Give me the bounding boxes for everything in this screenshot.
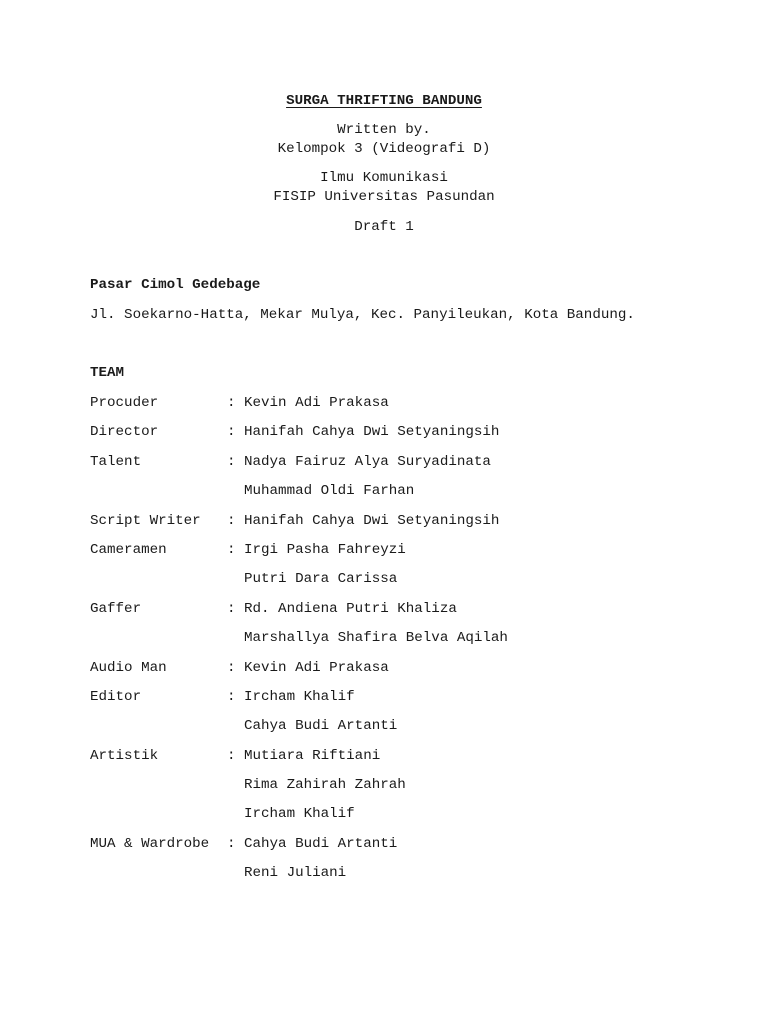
- team-separator: [227, 629, 244, 658]
- team-separator: :: [227, 424, 236, 441]
- team-role: [90, 805, 227, 834]
- team-member-name: Cahya Budi Artanti: [244, 718, 398, 735]
- team-separator: :: [227, 395, 236, 411]
- team-role: Script Writer: [90, 512, 201, 529]
- team-row: [90, 805, 730, 834]
- team-role: [90, 570, 227, 599]
- team-role: [90, 864, 227, 893]
- team-member-name: Irgi Pasha Fahreyzi: [244, 541, 406, 558]
- document-title: SURGA THRIFTING BANDUNG: [286, 93, 482, 109]
- team-role: Cameramen: [90, 541, 167, 558]
- team-role: [90, 776, 227, 805]
- department-name: Ilmu Komunikasi: [320, 170, 448, 186]
- team-row: [90, 864, 730, 893]
- team-role: Audio Man: [90, 659, 167, 676]
- team-separator: [227, 776, 244, 805]
- team-row: [90, 776, 730, 805]
- team-row: [90, 835, 730, 864]
- team-separator: :: [227, 659, 236, 676]
- team-heading: TEAM: [90, 365, 125, 381]
- team-member-name: Reni Juliani: [244, 865, 347, 882]
- team-separator: [227, 717, 244, 746]
- team-separator: [227, 482, 244, 511]
- team-row: [90, 394, 730, 423]
- team-separator: :: [227, 835, 236, 852]
- team-member-name: Ircham Khalif: [244, 806, 355, 823]
- team-member-name: Kevin Adi Prakasa: [244, 395, 389, 411]
- team-role: Artistik: [90, 747, 159, 764]
- team-row: [90, 659, 730, 688]
- team-separator: :: [227, 512, 236, 529]
- team-member-name: Hanifah Cahya Dwi Setyaningsih: [244, 424, 500, 441]
- institution-name: FISIP Universitas Pasundan: [273, 189, 495, 205]
- team-member-name: Nadya Fairuz Alya Suryadinata: [244, 453, 491, 470]
- team-member-name: Marshallya Shafira Belva Aqilah: [244, 630, 508, 647]
- team-row: [90, 688, 730, 717]
- team-row: [90, 423, 730, 452]
- team-list: [90, 394, 730, 894]
- team-row: [90, 482, 730, 511]
- draft-label: Draft 1: [354, 219, 414, 235]
- team-role: Talent: [90, 453, 142, 470]
- team-row: [90, 512, 730, 541]
- team-member-name: Mutiara Riftiani: [244, 747, 381, 764]
- team-member-name: Ircham Khalif: [244, 688, 355, 705]
- team-separator: :: [227, 541, 236, 558]
- team-member-name: Cahya Budi Artanti: [244, 835, 398, 852]
- written-by-label: Written by.: [337, 122, 431, 138]
- team-separator: [227, 805, 244, 834]
- team-row: [90, 717, 730, 746]
- location-address: Jl. Soekarno-Hatta, Mekar Mulya, Kec. Panyileukan, Kota Bandung.: [90, 307, 635, 323]
- team-row: [90, 541, 730, 570]
- team-separator: :: [227, 747, 236, 764]
- team-row: [90, 629, 730, 658]
- team-separator: :: [227, 453, 236, 470]
- team-separator: [227, 570, 244, 599]
- team-role: [90, 629, 227, 658]
- team-separator: [227, 864, 244, 893]
- team-role: Director: [90, 424, 159, 441]
- team-role: Editor: [90, 688, 142, 705]
- team-row: [90, 453, 730, 482]
- team-role: MUA & Wardrobe: [90, 835, 210, 852]
- team-member-name: Hanifah Cahya Dwi Setyaningsih: [244, 512, 500, 529]
- team-separator: :: [227, 688, 236, 705]
- team-role: [90, 482, 227, 511]
- author-name: Kelompok 3 (Videografi D): [277, 141, 491, 157]
- team-member-name: Rd. Andiena Putri Khaliza: [244, 600, 457, 617]
- team-role: [90, 717, 227, 746]
- team-member-name: Muhammad Oldi Farhan: [244, 483, 415, 500]
- team-row: [90, 747, 730, 776]
- team-role: Gaffer: [90, 600, 142, 617]
- team-member-name: Rima Zahirah Zahrah: [244, 777, 406, 794]
- team-row: [90, 570, 730, 599]
- team-member-name: Putri Dara Carissa: [244, 571, 398, 588]
- team-member-name: Kevin Adi Prakasa: [244, 659, 389, 676]
- team-separator: :: [227, 600, 236, 617]
- team-role: Procuder: [90, 395, 159, 411]
- location-name: Pasar Cimol Gedebage: [90, 277, 261, 293]
- team-row: [90, 600, 730, 629]
